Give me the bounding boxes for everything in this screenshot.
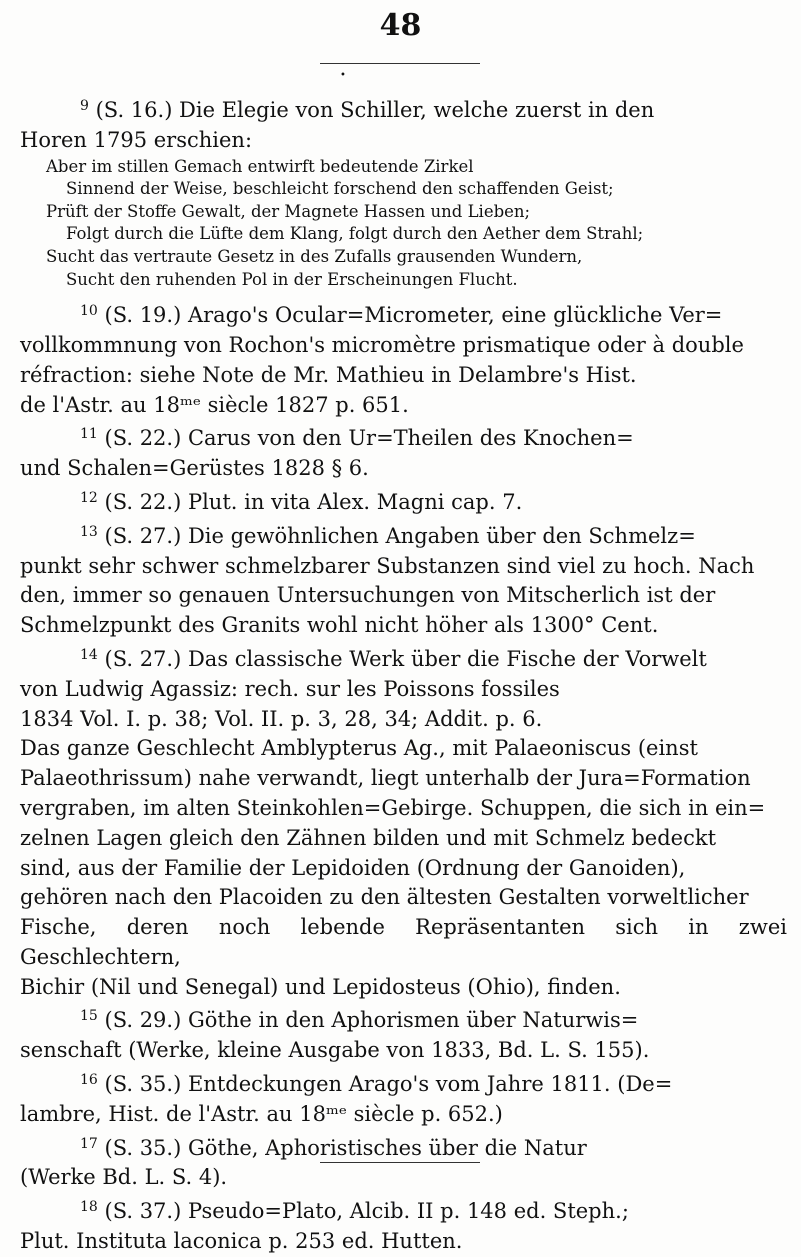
verse-quote <box>46 156 787 292</box>
footer-rule <box>320 1162 480 1163</box>
note-10 <box>20 297 787 420</box>
note-text-line: (S. 29.) Göthe in den Aphorismen über Naturwis= <box>104 1008 639 1033</box>
note-number: 9 <box>80 98 89 114</box>
note-text-line: vollkommnung von Rochon's micromètre prismatique oder à double <box>20 332 744 357</box>
note-text-line: (S. 37.) Pseudo=Plato, Alcib. II p. 148 ed. Steph.; <box>104 1199 629 1224</box>
note-text-line: (Werke Bd. L. S. 4). <box>20 1165 228 1190</box>
verse-line: Prüft der Stoffe Gewalt, der Magnete Hassen und Lieben; <box>46 201 531 221</box>
note-text-line: Das ganze Geschlecht Amblypterus Ag., mit Palaeoniscus (einst <box>20 736 698 761</box>
note-14 <box>20 641 787 1003</box>
note-text-line: (S. 27.) Das classische Werk über die Fische der Vorwelt <box>104 646 707 671</box>
note-9 <box>20 92 787 156</box>
header-dot: • <box>340 70 346 81</box>
note-text-line: (S. 19.) Arago's Ocular=Micrometer, eine glückliche Ver= <box>104 303 723 328</box>
note-number: 17 <box>80 1135 98 1152</box>
note-number: 10 <box>80 303 98 320</box>
note-number: 14 <box>80 646 98 663</box>
note-text-line: lambre, Hist. de l'Astr. au 18ᵐᵉ siècle p. 652.) <box>20 1101 503 1126</box>
verse-line: Aber im stillen Gemach entwirft bedeutende Zirkel <box>46 156 474 176</box>
notes-body <box>20 92 787 1257</box>
note-number: 11 <box>80 426 98 443</box>
verse-line: Sinnend der Weise, beschleicht forschend den schaffenden Geist; <box>66 179 614 199</box>
note-number: 16 <box>80 1072 98 1089</box>
note-text-line: den, immer so genauen Untersuchungen von Mitscherlich ist der <box>20 583 716 608</box>
note-text-line: de l'Astr. au 18ᵐᵉ siècle 1827 p. 651. <box>20 392 409 417</box>
note-13 <box>20 518 787 641</box>
note-text-line: und Schalen=Gerüstes 1828 § 6. <box>20 456 369 481</box>
note-text-line: 1834 Vol. I. p. 38; Vol. II. p. 3, 28, 34; Addit. p. 6. <box>20 706 543 731</box>
note-11 <box>20 420 787 484</box>
note-text-line: Palaeothrissum) nahe verwandt, liegt unterhalb der Jura=Formation <box>20 766 751 791</box>
note-text-line: (S. 27.) Die gewöhnlichen Angaben über den Schmelz= <box>104 523 696 548</box>
header-rule <box>320 63 480 64</box>
note-number: 12 <box>80 489 98 506</box>
note-text-line: (S. 22.) Carus von den Ur=Theilen des Knochen= <box>104 426 634 451</box>
verse-line: Sucht den ruhenden Pol in der Erscheinungen Flucht. <box>66 269 518 289</box>
note-number: 18 <box>80 1199 98 1216</box>
note-text-line: sind, aus der Familie der Lepidoiden (Ordnung der Ganoiden), <box>20 855 686 880</box>
note-text-line: Fische, deren noch lebende Repräsentanten sich in zwei Geschlechtern, <box>20 915 787 969</box>
note-12 <box>20 484 787 518</box>
note-text-line: senschaft (Werke, kleine Ausgabe von 1833, Bd. L. S. 155). <box>20 1038 650 1063</box>
note-text-line: vergraben, im alten Steinkohlen=Gebirge. Schuppen, die sich in ein= <box>20 795 766 820</box>
note-18 <box>20 1193 787 1257</box>
note-text-line: (S. 35.) Göthe, Aphoristisches über die Natur <box>104 1135 587 1160</box>
note-text-line: (S. 22.) Plut. in vita Alex. Magni cap. 7. <box>104 489 523 514</box>
note-number: 15 <box>80 1008 98 1025</box>
verse-line: Sucht das vertraute Gesetz in des Zufalls grausenden Wundern, <box>46 246 583 266</box>
note-text-line: Plut. Instituta laconica p. 253 ed. Hutten. <box>20 1229 463 1254</box>
note-text-line: von Ludwig Agassiz: rech. sur les Poissons fossiles <box>20 676 560 701</box>
page-number: 48 <box>379 8 422 43</box>
note-16 <box>20 1066 787 1130</box>
verse-line: Folgt durch die Lüfte dem Klang, folgt durch den Aether dem Strahl; <box>66 224 644 244</box>
note-text-line: réfraction: siehe Note de Mr. Mathieu in Delambre's Hist. <box>20 362 637 387</box>
note-text-line: (S. 35.) Entdeckungen Arago's vom Jahre 1811. (De= <box>104 1072 673 1097</box>
note-text-line: Schmelzpunkt des Granits wohl nicht höher als 1300° Cent. <box>20 613 659 638</box>
note-text-line: (S. 16.) Die Elegie von Schiller, welche zuerst in den <box>95 98 655 122</box>
note-text-line: gehören nach den Placoiden zu den ältesten Gestalten vorweltlicher <box>20 885 749 910</box>
note-number: 13 <box>80 523 98 540</box>
note-text-line: punkt sehr schwer schmelzbarer Substanzen sind viel zu hoch. Nach <box>20 553 755 578</box>
note-text-line: zelnen Lagen gleich den Zähnen bilden und mit Schmelz bedeckt <box>20 825 717 850</box>
note-text-line: Horen 1795 erschien: <box>20 127 253 152</box>
note-15 <box>20 1002 787 1066</box>
note-text-line: Bichir (Nil und Senegal) und Lepidosteus (Ohio), finden. <box>20 974 621 999</box>
